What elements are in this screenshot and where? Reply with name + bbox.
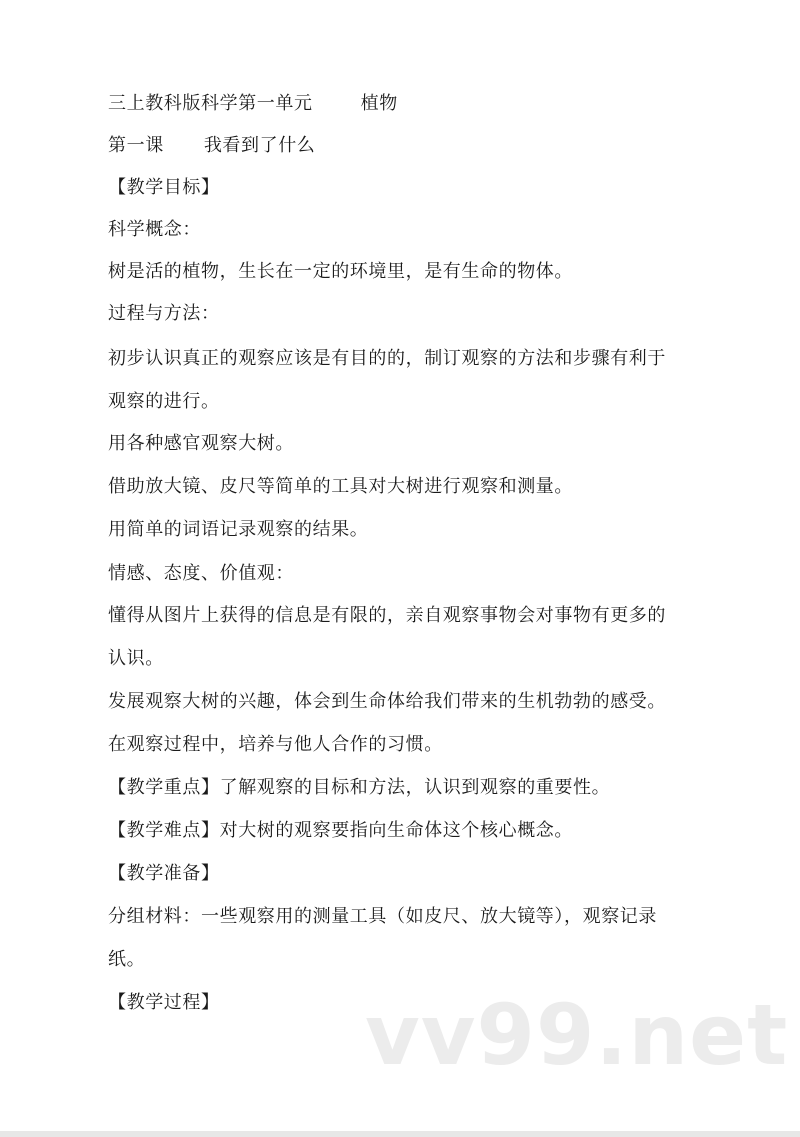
paragraph-line: 认识。 — [108, 648, 164, 669]
paragraph-line: 发展观察大树的兴趣，体会到生命体给我们带来的生机勃勃的感受。 — [108, 691, 666, 712]
paragraph-line: 用简单的词语记录观察的结果。 — [108, 519, 369, 540]
lesson-number: 第一课 — [108, 135, 164, 156]
unit-title: 三上教科版科学第一单元 — [108, 93, 313, 114]
subheading-process-methods: 过程与方法： — [108, 303, 220, 324]
paragraph-line: 借助放大镜、皮尺等简单的工具对大树进行观察和测量。 — [108, 476, 573, 497]
heading-teaching-goals: 【教学目标】 — [108, 177, 220, 198]
lesson-name: 我看到了什么 — [203, 135, 316, 156]
paragraph-line: 懂得从图片上获得的信息是有限的，亲自观察事物会对事物有更多的 — [108, 605, 666, 626]
paragraph-line: 初步认识真正的观察应该是有目的的，制订观察的方法和步骤有利于 — [108, 348, 666, 369]
subheading-science-concepts: 科学概念： — [108, 219, 201, 240]
watermark: vv99.net — [365, 986, 789, 1084]
heading-teaching-process: 【教学过程】 — [108, 992, 220, 1013]
teaching-key-points: 【教学重点】了解观察的目标和方法，认识到观察的重要性。 — [108, 777, 611, 798]
teaching-difficulties: 【教学难点】对大树的观察要指向生命体这个核心概念。 — [108, 820, 573, 841]
topic-title: 植物 — [360, 93, 398, 114]
paragraph-line: 分组材料：一些观察用的测量工具（如皮尺、放大镜等），观察记录 — [108, 906, 657, 927]
paragraph-line: 用各种感官观察大树。 — [108, 433, 294, 454]
paragraph-line: 在观察过程中，培养与他人合作的习惯。 — [108, 734, 443, 755]
paragraph-line: 树是活的植物，生长在一定的环境里，是有生命的物体。 — [108, 261, 573, 282]
subheading-emotion-values: 情感、态度、价值观： — [108, 563, 294, 584]
paragraph-line: 纸。 — [108, 949, 146, 970]
heading-teaching-preparation: 【教学准备】 — [108, 863, 220, 884]
document-title — [108, 92, 398, 116]
lesson-title — [108, 134, 315, 158]
paragraph-line: 观察的进行。 — [108, 391, 220, 412]
page-bottom-edge — [0, 1131, 800, 1137]
